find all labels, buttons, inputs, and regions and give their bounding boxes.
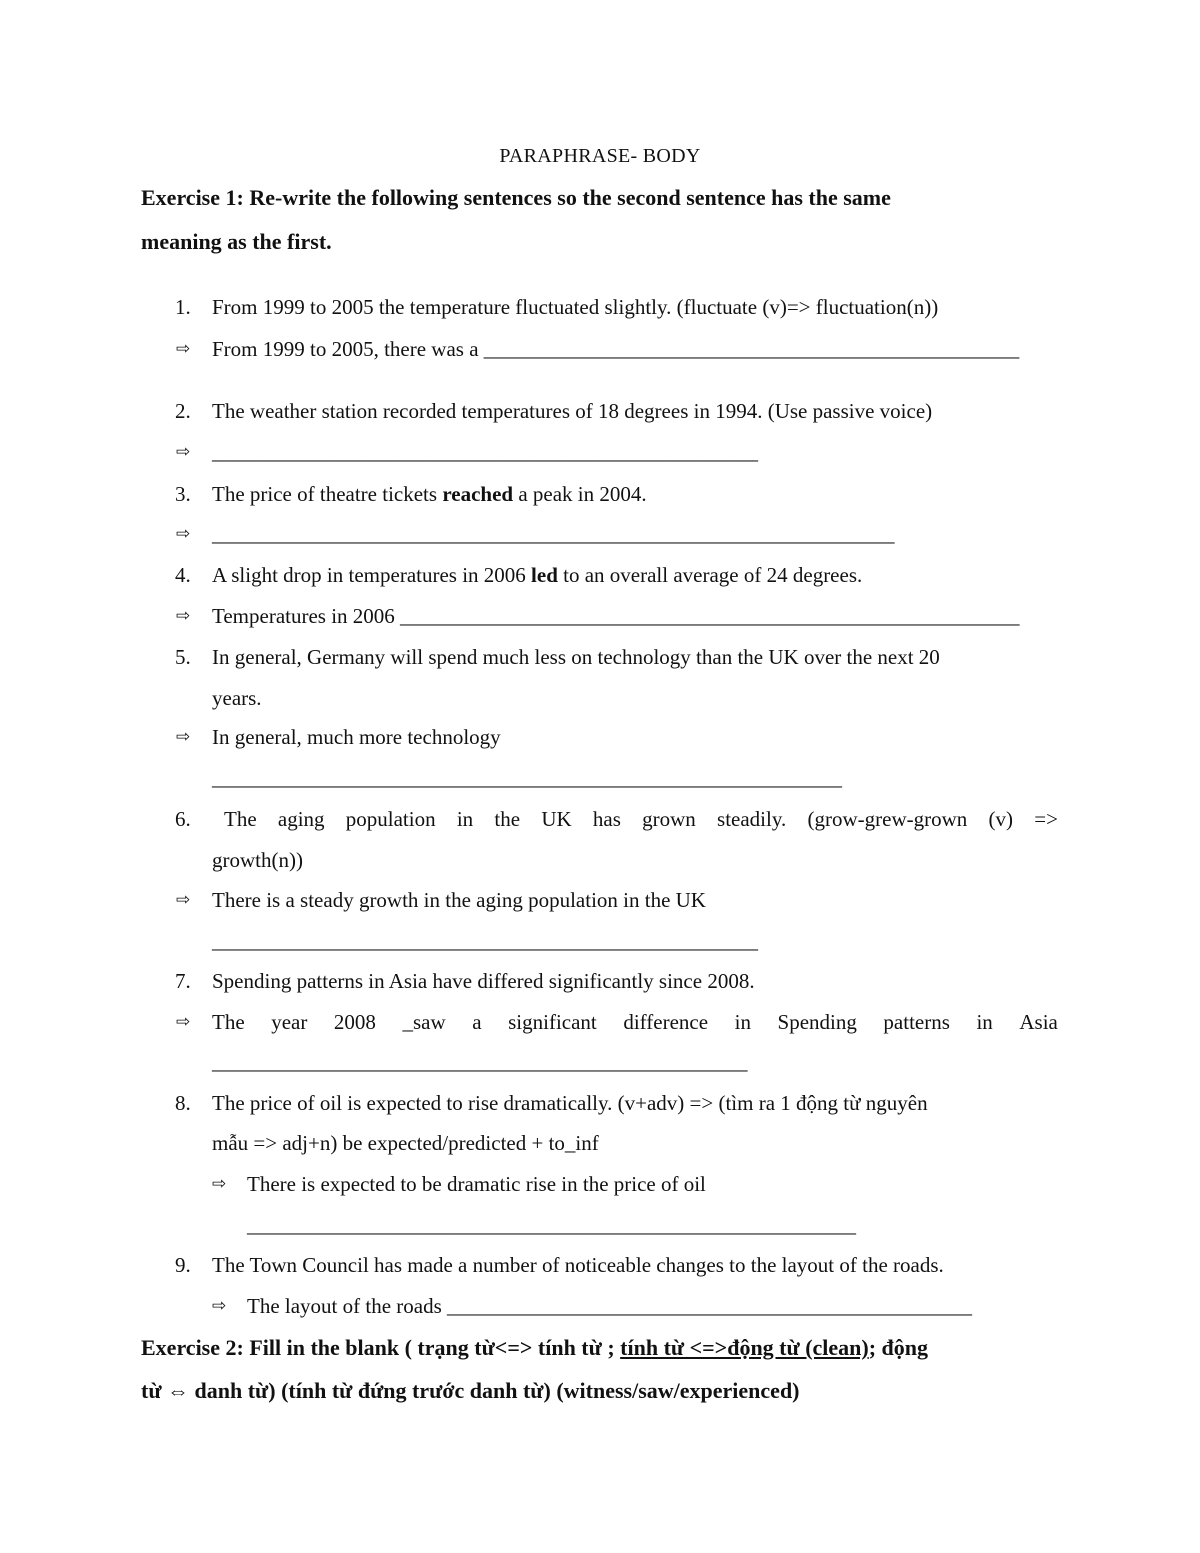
item-1-number: 1. <box>175 295 191 319</box>
exercise2-underlined: tính từ <=>động từ (clean) <box>620 1335 869 1360</box>
item-5-sentence-line1: In general, Germany will spend much less on technology than the UK over the next 20 <box>212 645 940 669</box>
word: (grow-grew-grown <box>807 807 968 831</box>
word: (v) <box>988 807 1013 831</box>
item-4-bold-word: led <box>531 563 558 587</box>
item-8-sentence-line2: mẫu => adj+n) be expected/predicted + to_inf <box>212 1131 599 1155</box>
item-4-text-a: A slight drop in temperatures in 2006 <box>212 563 532 587</box>
word: in <box>456 807 474 831</box>
item-3-bold-word: reached <box>442 482 514 506</box>
item-4-text-b: to an overall average of 24 degrees. <box>557 563 863 587</box>
word: _saw <box>402 1010 446 1034</box>
word: Asia <box>1019 1010 1058 1034</box>
item-3-text-b: a peak in 2004. <box>513 482 647 506</box>
item-6-answer-line2: ____________________________________________________ <box>212 929 758 953</box>
item-4-answer: Temperatures in 2006 ___________________________________________________________ <box>212 604 1020 628</box>
page-title: PARAPHRASE- BODY <box>499 145 701 167</box>
exercise1-heading-line1: Exercise 1: Re-write the following sentences so the second sentence has the same <box>141 185 891 210</box>
item-6-number: 6. <box>175 807 191 831</box>
item-7-sentence: Spending patterns in Asia have differed significantly since 2008. <box>212 969 755 993</box>
word: in <box>734 1010 751 1034</box>
item-5-number: 5. <box>175 645 191 669</box>
item-7-answer-line1 <box>212 1008 1058 1036</box>
arrow-icon: ⇨ <box>176 524 191 544</box>
word: grown <box>642 807 696 831</box>
exercise2-heading-line2: từ ⇔ danh từ) (tính từ đứng trước danh từ) (witness/saw/experienced) <box>141 1378 800 1403</box>
word: the <box>494 807 521 831</box>
item-5-answer-line1: In general, much more technology <box>212 725 501 749</box>
word: steadily. <box>717 807 787 831</box>
item-5-sentence-line2: years. <box>212 686 262 710</box>
item-8-answer-line2: __________________________________________________________ <box>247 1213 856 1237</box>
word: in <box>976 1010 993 1034</box>
word: 2008 <box>333 1010 376 1034</box>
item-7-answer-line2: ___________________________________________________ <box>212 1050 748 1074</box>
item-9-number: 9. <box>175 1253 191 1277</box>
word: has <box>592 807 621 831</box>
word: aging <box>277 807 325 831</box>
item-2-number: 2. <box>175 399 191 423</box>
word: patterns <box>883 1010 950 1034</box>
exercise2-heading-line1 <box>141 1334 928 1362</box>
word: significant <box>508 1010 597 1034</box>
item-1-answer: From 1999 to 2005, there was a ___________________________________________________ <box>212 337 1020 361</box>
item-8-number: 8. <box>175 1091 191 1115</box>
word: The <box>224 807 257 831</box>
arrow-icon: ⇨ <box>176 442 191 462</box>
item-3-answer: _________________________________________________________________ <box>212 522 895 546</box>
item-8-sentence-line1: The price of oil is expected to rise dramatically. (v+adv) => (tìm ra 1 động từ nguyên <box>212 1091 928 1115</box>
item-9-answer: The layout of the roads __________________________________________________ <box>247 1294 973 1318</box>
item-1-sentence: From 1999 to 2005 the temperature fluctuated slightly. (fluctuate (v)=> fluctuation(n)) <box>212 295 939 319</box>
word: Spending <box>777 1010 857 1034</box>
item-3-text-a: The price of theatre tickets <box>212 482 443 506</box>
item-6-sentence-line2: growth(n)) <box>212 848 303 872</box>
exercise1-heading-line2: meaning as the first. <box>141 229 332 254</box>
item-9-sentence: The Town Council has made a number of noticeable changes to the layout of the roads. <box>212 1253 944 1277</box>
item-6-answer-line1: There is a steady growth in the aging population in the UK <box>212 888 706 912</box>
item-5-answer-line2: ____________________________________________________________ <box>212 766 842 790</box>
item-6-sentence-line1 <box>212 805 1058 833</box>
item-3-sentence <box>212 480 647 508</box>
item-2-sentence: The weather station recorded temperatures of 18 degrees in 1994. (Use passive voice) <box>212 399 933 423</box>
arrow-icon: ⇨ <box>212 1174 227 1194</box>
arrow-icon: ⇨ <box>176 339 191 359</box>
item-4-sentence <box>212 561 862 589</box>
word: year <box>271 1010 308 1034</box>
item-3-number: 3. <box>175 482 191 506</box>
word: => <box>1034 807 1058 831</box>
item-4-number: 4. <box>175 563 191 587</box>
arrow-icon: ⇨ <box>176 890 191 910</box>
item-7-number: 7. <box>175 969 191 993</box>
word: The <box>212 1010 245 1034</box>
arrow-icon: ⇨ <box>212 1296 227 1316</box>
exercise2-text-a: Exercise 2: Fill in the blank ( trạng từ<=> tính từ ; <box>141 1335 621 1360</box>
word: UK <box>541 807 572 831</box>
arrow-icon: ⇨ <box>176 1012 191 1032</box>
word: population <box>345 807 436 831</box>
item-8-answer-line1: There is expected to be dramatic rise in the price of oil <box>247 1172 706 1196</box>
word: a <box>472 1010 482 1034</box>
word: difference <box>623 1010 709 1034</box>
arrow-icon: ⇨ <box>176 606 191 626</box>
exercise2-text-b: ; động <box>868 1335 929 1360</box>
item-2-answer: ____________________________________________________ <box>212 440 758 464</box>
arrow-icon: ⇨ <box>176 727 191 747</box>
